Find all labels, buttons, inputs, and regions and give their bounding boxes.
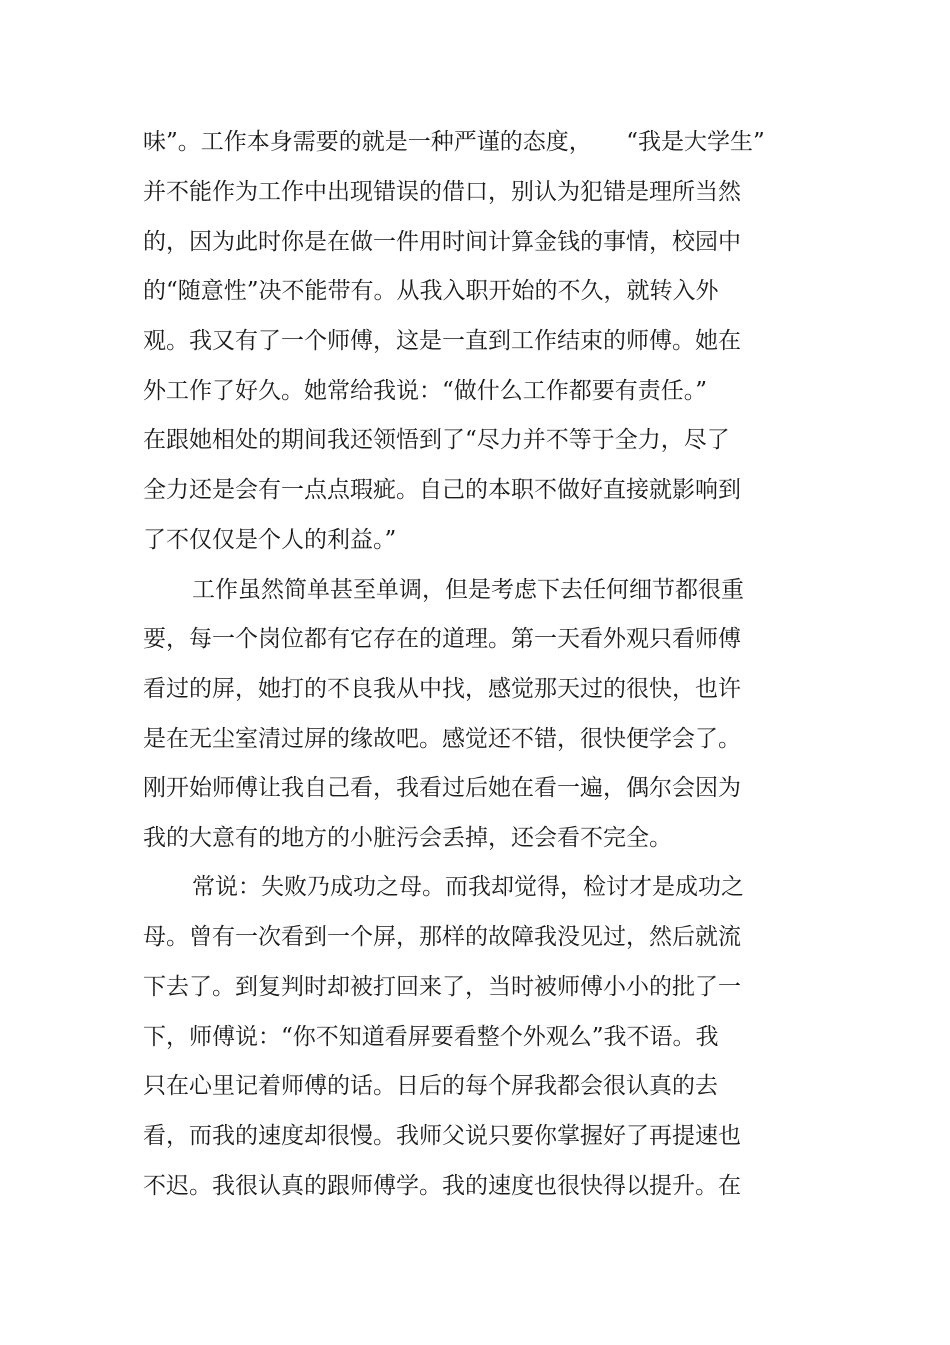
text-line: 观。我又有了一个师傅，这是一直到工作结束的师傅。她在 [143,328,741,354]
text-line: 了不仅仅是个人的利益。” [143,527,397,553]
text-line: 看过的屏，她打的不良我从中找，感觉那天过的很快，也许 [143,676,741,702]
text-line: 我的大意有的地方的小脏污会丢掉，还会看不完全。 [143,825,672,851]
paragraph-first-line: 工作虽然简单甚至单调，但是考虑下去任何细节都很重 [192,577,744,603]
paragraph-first-line: 常说：失败乃成功之母。而我却觉得，检讨才是成功之 [192,874,744,900]
text-line: 要，每一个岗位都有它存在的道理。第一天看外观只看师傅 [143,626,741,652]
text-line: 不迟。我很认真的跟师傅学。我的速度也很快得以提升。在 [143,1173,741,1199]
text-line: 下，师傅说：“你不知道看屏要看整个外观么”我不语。我 [143,1024,719,1050]
text-line: 是在无尘室清过屏的缘故吧。感觉还不错，很快便学会了。 [143,726,741,752]
text-line: 的“随意性”决不能带有。从我入职开始的不久，就转入外 [143,278,719,304]
text-line: 外工作了好久。她常给我说：“做什么工作都要有责任。” [143,378,708,404]
text-line: 在跟她相处的期间我还领悟到了“尽力并不等于全力，尽了 [143,427,730,453]
text-line: 母。曾有一次看到一个屏，那样的故障我没见过，然后就流 [143,924,741,950]
text-line: 并不能作为工作中出现错误的借口，别认为犯错是理所当然 [143,179,741,205]
text-line: 下去了。到复判时却被打回来了，当时被师傅小小的批了一 [143,974,741,1000]
text-line: 全力还是会有一点点瑕疵。自己的本职不做好直接就影响到 [143,477,741,503]
text-line: 看，而我的速度却很慢。我师父说只要你掌握好了再提速也 [143,1123,741,1149]
text-line: 只在心里记着师傅的话。日后的每个屏我都会很认真的去 [143,1073,718,1099]
text-line: 刚开始师傅让我自己看，我看过后她在看一遍，偶尔会因为 [143,775,741,801]
text-line: 味”。工作本身需要的就是一种严谨的态度， “我是大学生” [143,129,765,155]
text-line: 的，因为此时你是在做一件用时间计算金钱的事情，校园中 [143,229,741,255]
